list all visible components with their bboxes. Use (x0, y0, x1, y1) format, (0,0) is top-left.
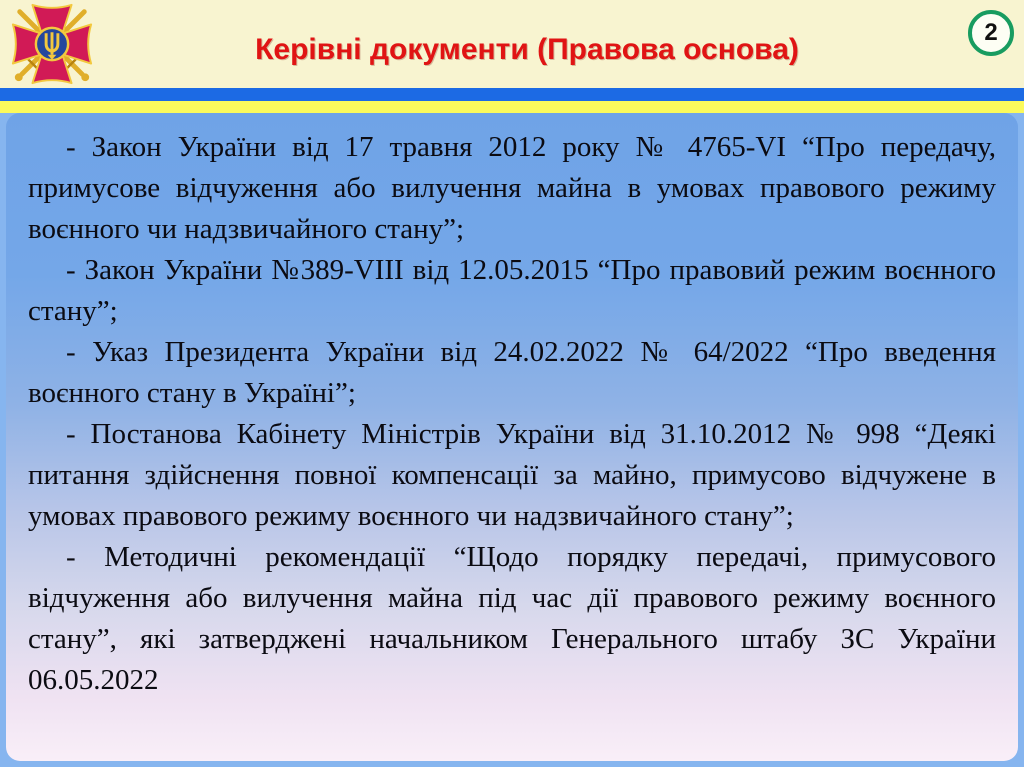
armed-forces-emblem-icon (8, 0, 96, 88)
flag-stripe-yellow (0, 101, 1024, 113)
page-number-badge: 2 (968, 10, 1014, 56)
slide-header (0, 0, 1024, 88)
slide-title: Керівні документи (Правова основа) (255, 33, 799, 66)
legal-document-item: - Постанова Кабінету Міністрів України від 31.10.2012 № 998 “Деякі питання здійснення повної компенсації за майно, примусово відчужене в умовах правового режиму воєнного чи надзвичайного стану”; (28, 418, 996, 532)
legal-document-item: - Указ Президента України від 24.02.2022 № 64/2022 “Про введення воєнного стану в Україні”; (28, 336, 996, 409)
flag-stripe-blue (0, 88, 1024, 101)
legal-document-item: - Закон України від 17 травня 2012 року № 4765-VI “Про передачу, примусове відчуження або вилучення майна в умовах правового режиму воєнного чи надзвичайного стану”; (28, 131, 996, 245)
legal-document-item: - Методичні рекомендації “Щодо порядку передачі, примусового відчуження або вилучення майна під час дії правового режиму воєнного стану”, які затверджені начальником Генерального штабу ЗС України 06.05.2022 (28, 541, 996, 696)
legal-document-item: - Закон України №389-VIII від 12.05.2015 “Про правовий режим воєнного стану”; (28, 254, 996, 327)
slide-body (6, 113, 1018, 761)
